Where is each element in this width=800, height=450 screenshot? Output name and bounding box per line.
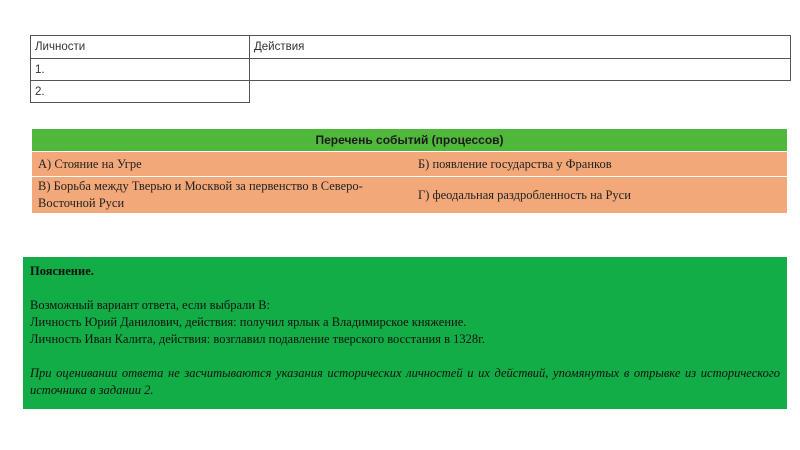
event-item-v: В) Борьба между Тверью и Москвой за первенство в Северо-Восточной Руси [32, 176, 412, 213]
event-item-a: А) Стояние на Угре [38, 156, 142, 171]
explanation-box [23, 257, 787, 409]
table-row [31, 59, 791, 81]
row-number-1: 1. [31, 59, 250, 81]
events-list [32, 129, 787, 213]
header-actions: Действия [250, 36, 791, 59]
event-item-g: Г) феодальная раздробленность на Руси [412, 176, 787, 213]
table-header-row [31, 36, 791, 59]
events-title: Перечень событий (процессов) [32, 129, 787, 152]
events-grid [32, 152, 787, 213]
answer-table [30, 35, 791, 103]
explanation-heading: Пояснение. [30, 264, 94, 278]
row-action-cell-2[interactable] [250, 81, 791, 103]
header-persons: Личности [31, 36, 250, 59]
explanation-line: Личность Иван Калита, действия: возглавил подавление тверского восстания в 1328г. [30, 332, 485, 346]
explanation-line: Личность Юрий Данилович, действия: получил ярлык а Владимирское княжение. [30, 315, 467, 329]
grading-note: При оценивании ответа не засчитываются указания исторических личностей и их действий, упомянутых в отрывке из исторического источника в задании 2. [30, 366, 780, 397]
event-item-b: Б) появление государства у Франков [418, 156, 612, 171]
explanation-line: Возможный вариант ответа, если выбрали В: [30, 298, 271, 312]
table-row [31, 81, 791, 103]
row-action-cell-1[interactable] [250, 59, 791, 81]
row-number-2: 2. [31, 81, 250, 103]
